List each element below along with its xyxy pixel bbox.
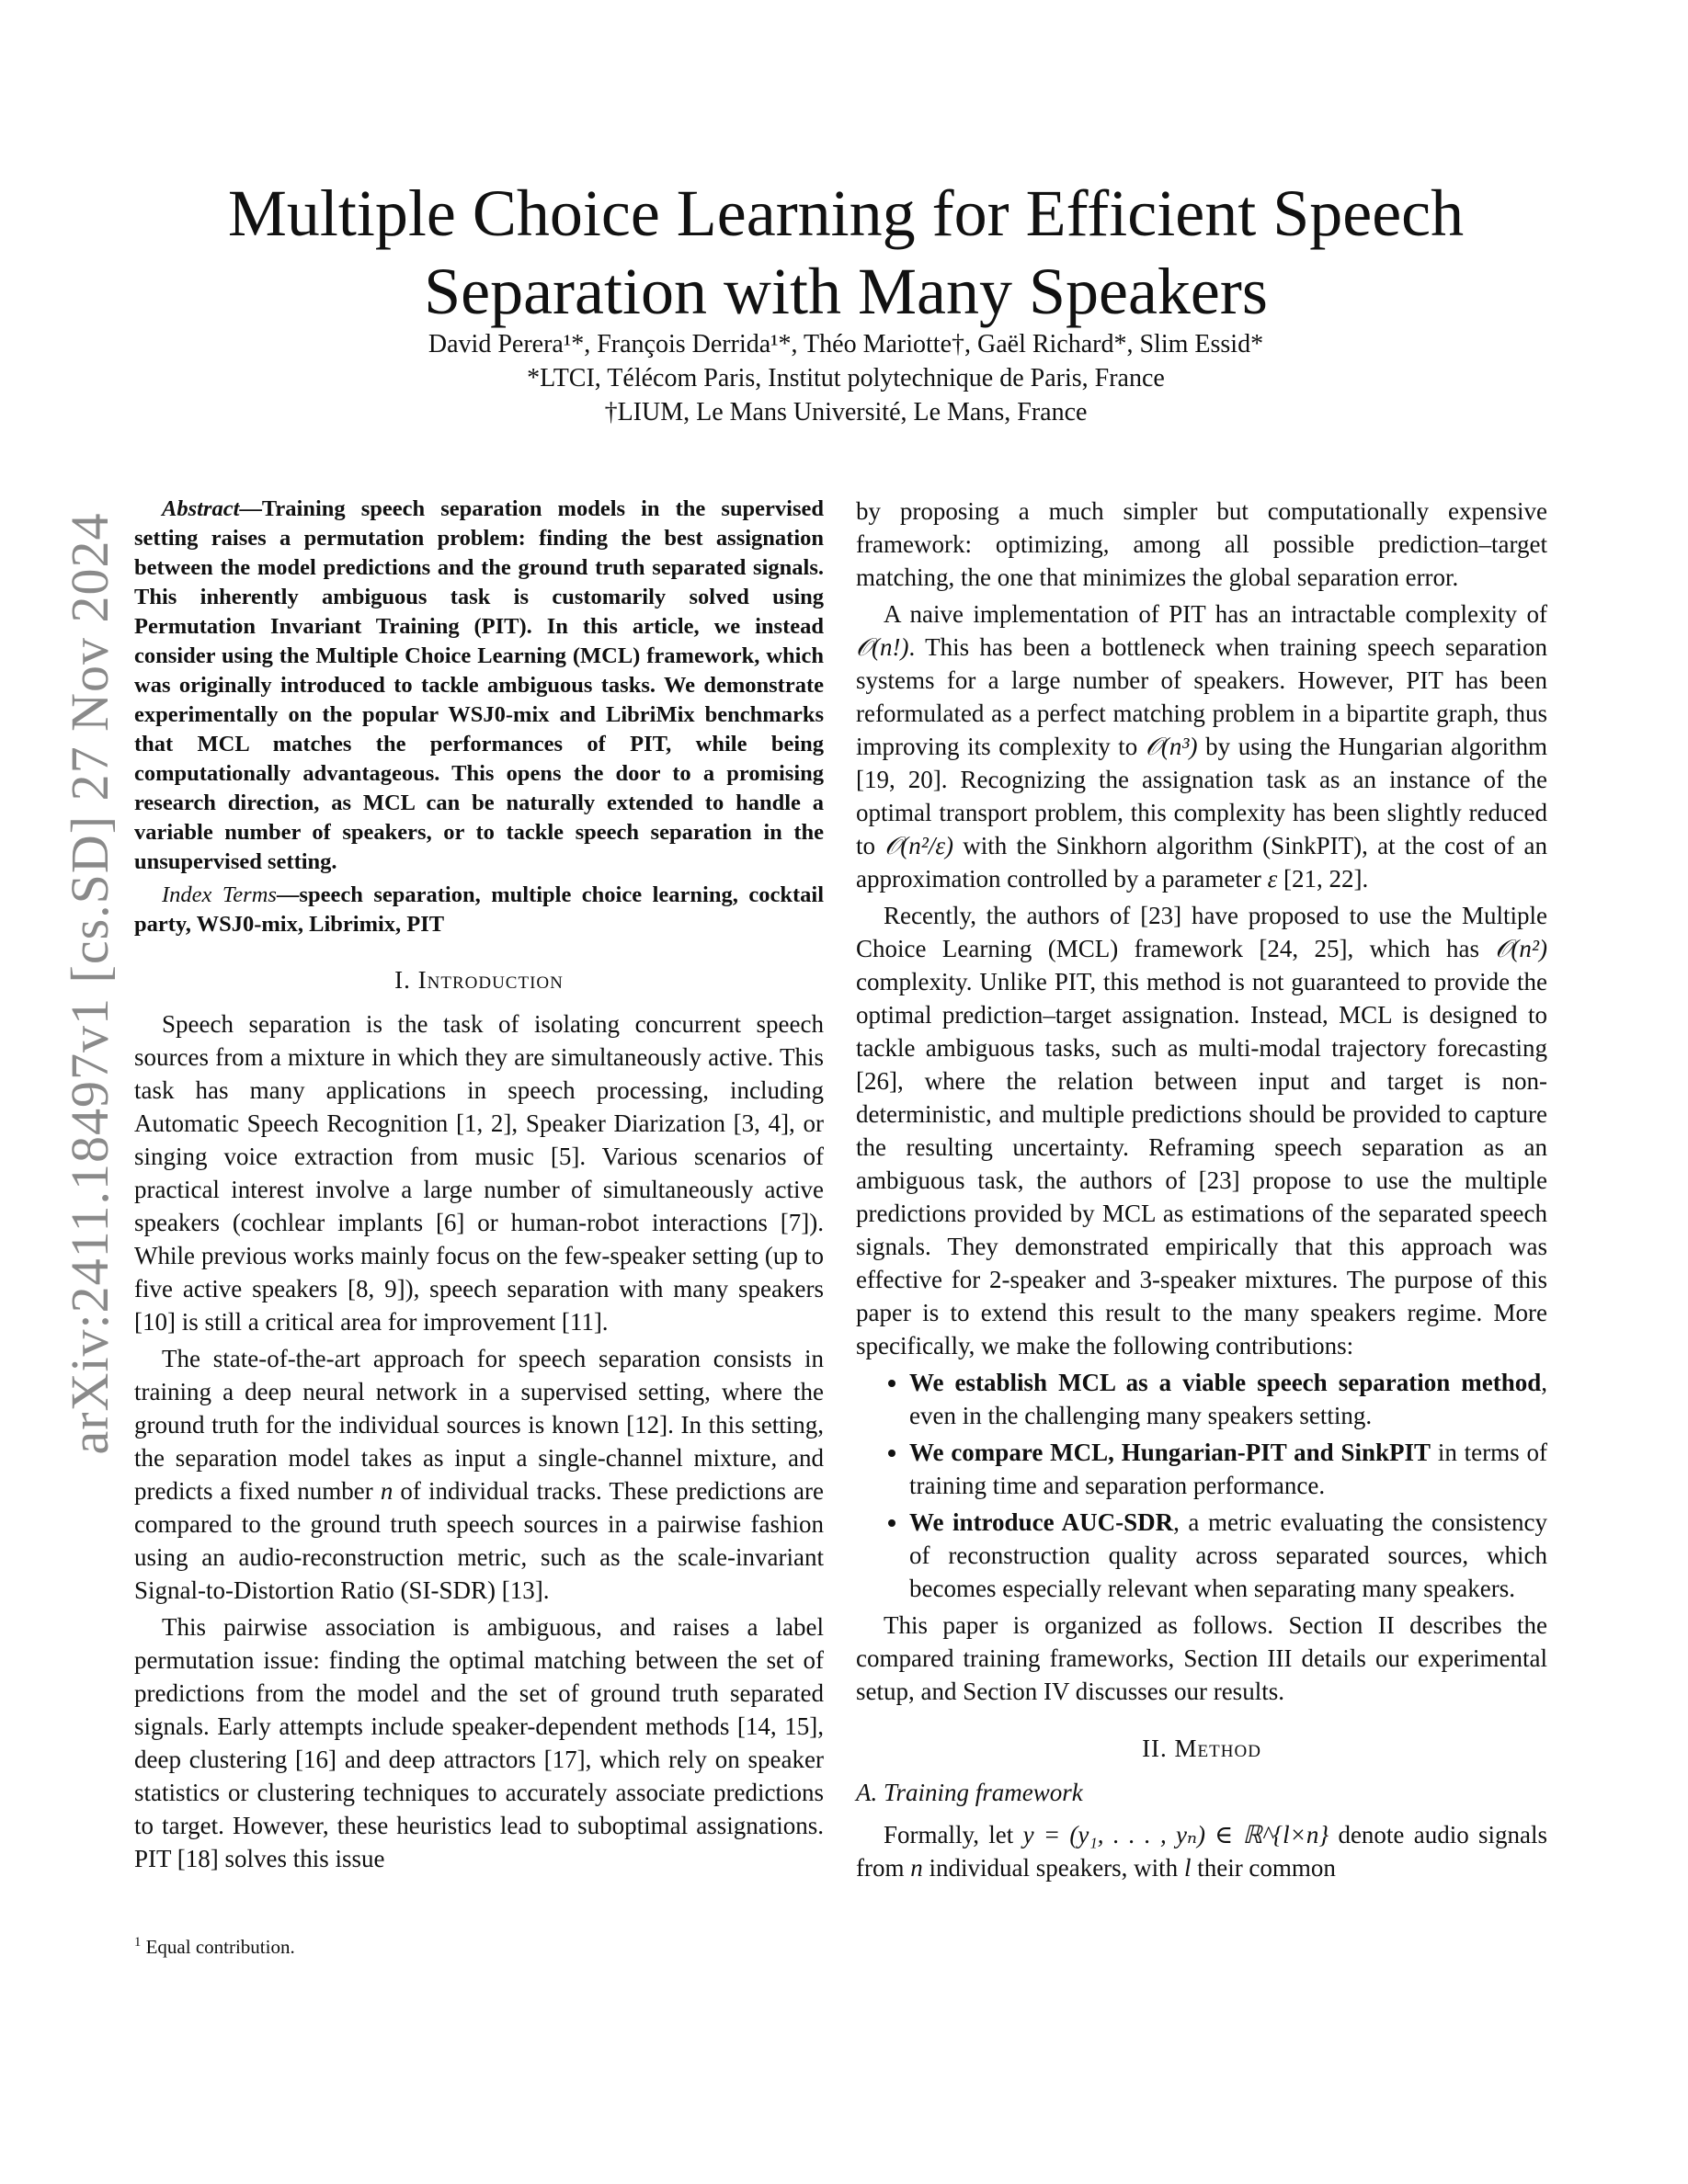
method-p1-part-a: Formally, let <box>884 1821 1023 1848</box>
index-terms <box>134 881 824 939</box>
contribution-3-bold: We introduce AUC-SDR <box>909 1508 1174 1536</box>
intro-paragraph-4: by proposing a much simpler but computationally expensive framework: optimizing, among all possible prediction–target matching, the one that minimizes the global separation error. <box>856 497 1547 591</box>
contribution-2-bold: We compare MCL, Hungarian-PIT and SinkPIT <box>909 1439 1431 1466</box>
arxiv-identifier: arXiv:2411.18497v1 [cs.SD] 27 Nov 2024 <box>60 512 120 1455</box>
abstract-dash: — <box>239 496 262 521</box>
intro-p5-math-2: 𝒪(n³) <box>1145 733 1198 760</box>
intro-p5-math-1: 𝒪(n!) <box>856 633 909 661</box>
intro-p2-var-n: n <box>380 1477 393 1505</box>
intro-p2-part-a: The state-of-the-art approach for speech separation consists in training a deep neural network in a supervised setting, where the ground truth for the individual sources is known [12]. In this setting, the separation model takes as input a single-channel mixture, and predicts a fixed number <box>134 1345 824 1505</box>
intro-p6-part-a: Recently, the authors of [23] have proposed to use the Multiple Choice Learning (MCL) framework [24, 25], which has <box>856 902 1547 962</box>
intro-paragraph-3: This pairwise association is ambiguous, and raises a label permutation issue: finding the optimal matching between the set of predictions from the model and the set of ground truth separated signals. Early attempts include speaker-dependent methods [14, 15], deep clustering [16] and deep attractors [17], which rely on speaker statistics or clustering techniques to accurately associate predictions to target. However, these heuristics lead to suboptimal assignations. PIT [18] solves this issue <box>134 1613 824 1872</box>
intro-p5-math-3: 𝒪(n²/ε) <box>884 832 953 859</box>
author-block <box>129 327 1563 429</box>
contribution-3-text: , a metric evaluating the consistency of reconstruction quality across separated sources, which becomes especially relevant when separating many speakers. <box>909 1508 1548 1602</box>
section-2-heading <box>856 1732 1547 1765</box>
intro-p6-math-1: 𝒪(n²) <box>1495 935 1547 962</box>
contributions-list <box>856 1366 1547 1605</box>
index-terms-dash: — <box>276 882 300 907</box>
affiliation-1: *LTCI, Télécom Paris, Institut polytechnique de Paris, France <box>527 364 1165 392</box>
intro-paragraph-7: This paper is organized as follows. Section II describes the compared training frameworks, Section III details our experimental setup, and Section IV discusses our results. <box>856 1611 1547 1705</box>
section-1-number: I. <box>394 966 411 994</box>
author-names: David Perera¹*, François Derrida¹*, Théo Mariotte†, Gaël Richard*, Slim Essid* <box>428 330 1264 358</box>
subsection-heading: A. Training framework <box>856 1779 1083 1806</box>
title-line-1: Multiple Choice Learning for Efficient Speech <box>227 176 1465 251</box>
list-item <box>909 1436 1547 1502</box>
method-p1-part-b: denote audio signals from <box>856 1821 1548 1882</box>
method-p1-math-1: y = (y₁, . . . , yₙ) ∈ ℝ^{l×n} <box>1022 1821 1329 1848</box>
intro-p5-part-e: [21, 22]. <box>1277 865 1369 893</box>
right-column <box>856 495 1547 1888</box>
method-paragraph-1 <box>856 1818 1547 1884</box>
abstract-label: Abstract <box>162 496 240 521</box>
section-2-title: Method <box>1174 1735 1261 1762</box>
intro-paragraph-2 <box>134 1342 824 1607</box>
abstract-text: Training speech separation models in the supervised setting raises a permutation problem: finding the best assignation between the model predictions and the ground truth separated signals. This inherently ambiguous task is customarily solved using Permutation Invariant Training (PIT). In this article, we instead consider using the Multiple Choice Learning (MCL) framework, which was originally introduced to tackle ambiguous tasks. We demonstrate experimentally on the popular WSJ0-mix and LibriMix benchmarks that MCL matches the performances of PIT, while being computationally advantageous. This opens the door to a promising research direction, as MCL can be naturally extended to handle a variable number of speakers, or to tackle speech separation in the unsupervised setting. <box>134 496 824 874</box>
paper-title <box>129 175 1563 331</box>
section-1-title: Introduction <box>417 966 564 994</box>
footnote-text: Equal contribution. <box>145 1936 295 1958</box>
method-p1-math-3: l <box>1183 1854 1192 1882</box>
abstract <box>134 495 824 877</box>
intro-p5-part-b: . This has been a bottleneck when training speech separation systems for a large number of speakers. However, PIT has been reformulated as a perfect matching problem in a bipartite graph, thus improving its complexity to <box>856 633 1547 760</box>
index-terms-text: speech separation, multiple choice learning, cocktail party, WSJ0-mix, Librimix, PIT <box>134 882 824 937</box>
section-2-number: II. <box>1142 1735 1168 1762</box>
section-1-heading <box>134 963 824 996</box>
intro-p2-part-b: of individual tracks. These predictions are compared to the ground truth speech sources in a pairwise fashion using an audio-reconstruction metric, such as the scale-invariant Signal-to-Distortion Ratio (SI-SDR) [13]. <box>134 1477 825 1604</box>
intro-paragraph-5 <box>856 597 1547 895</box>
intro-paragraph-6 <box>856 899 1547 1362</box>
contribution-1-bold: We establish MCL as a viable speech separation method <box>909 1369 1542 1396</box>
footnote-mark: 1 <box>134 1935 142 1950</box>
method-p1-part-c: individual speakers, with <box>922 1854 1184 1882</box>
contribution-2-text: in terms of training time and separation performance. <box>909 1439 1547 1499</box>
method-p1-part-d: their common <box>1191 1854 1336 1882</box>
intro-p5-math-4: ε <box>1267 865 1278 893</box>
list-item <box>909 1506 1547 1605</box>
index-terms-label: Index Terms <box>162 882 277 907</box>
list-item <box>909 1366 1547 1432</box>
intro-p6-part-b: complexity. Unlike PIT, this method is not guaranteed to provide the optimal prediction–target assignation. Instead, MCL is designed to tackle ambiguous tasks, such as multi-modal trajectory forecasting [26], where the relation between input and target is non-deterministic, and multiple predictions should be provided to capture the resulting uncertainty. Reframing speech separation as an ambiguous task, the authors of [23] propose to use the multiple predictions provided by MCL as estimations of the separated speech signals. They demonstrated empirically that this approach was effective for 2-speaker and 3-speaker mixtures. The purpose of this paper is to extend this result to the many speakers regime. More specifically, we make the following contributions: <box>856 968 1547 1359</box>
title-line-2: Separation with Many Speakers <box>424 255 1268 329</box>
contribution-1-text: , even in the challenging many speakers setting. <box>909 1369 1547 1429</box>
affiliation-2: †LIUM, Le Mans Université, Le Mans, France <box>604 398 1088 427</box>
left-column <box>134 495 824 1879</box>
method-p1-math-2: n <box>910 1854 923 1882</box>
intro-p5-part-d: with the Sinkhorn algorithm (SinkPIT), at the cost of an approximation controlled by a parameter <box>856 832 1547 893</box>
intro-p5-part-c: by using the Hungarian algorithm [19, 20]. Recognizing the assignation task as an instance of the optimal transport problem, this complexity has been slightly reduced to <box>856 733 1547 859</box>
intro-paragraph-1: Speech separation is the task of isolating concurrent speech sources from a mixture in which they are simultaneously active. This task has many applications in speech processing, including Automatic Speech Recognition [1, 2], Speaker Diarization [3, 4], or singing voice extraction from music [5]. Various scenarios of practical interest involve a large number of simultaneously active speakers (cochlear implants [6] or human-robot interactions [7]). While previous works mainly focus on the few-speaker setting (up to five active speakers [8, 9]), speech separation with many speakers [10] is still a critical area for improvement [11]. <box>134 1010 824 1336</box>
footnote <box>134 1934 778 1960</box>
intro-p5-part-a: A naive implementation of PIT has an intractable complexity of <box>884 600 1547 628</box>
